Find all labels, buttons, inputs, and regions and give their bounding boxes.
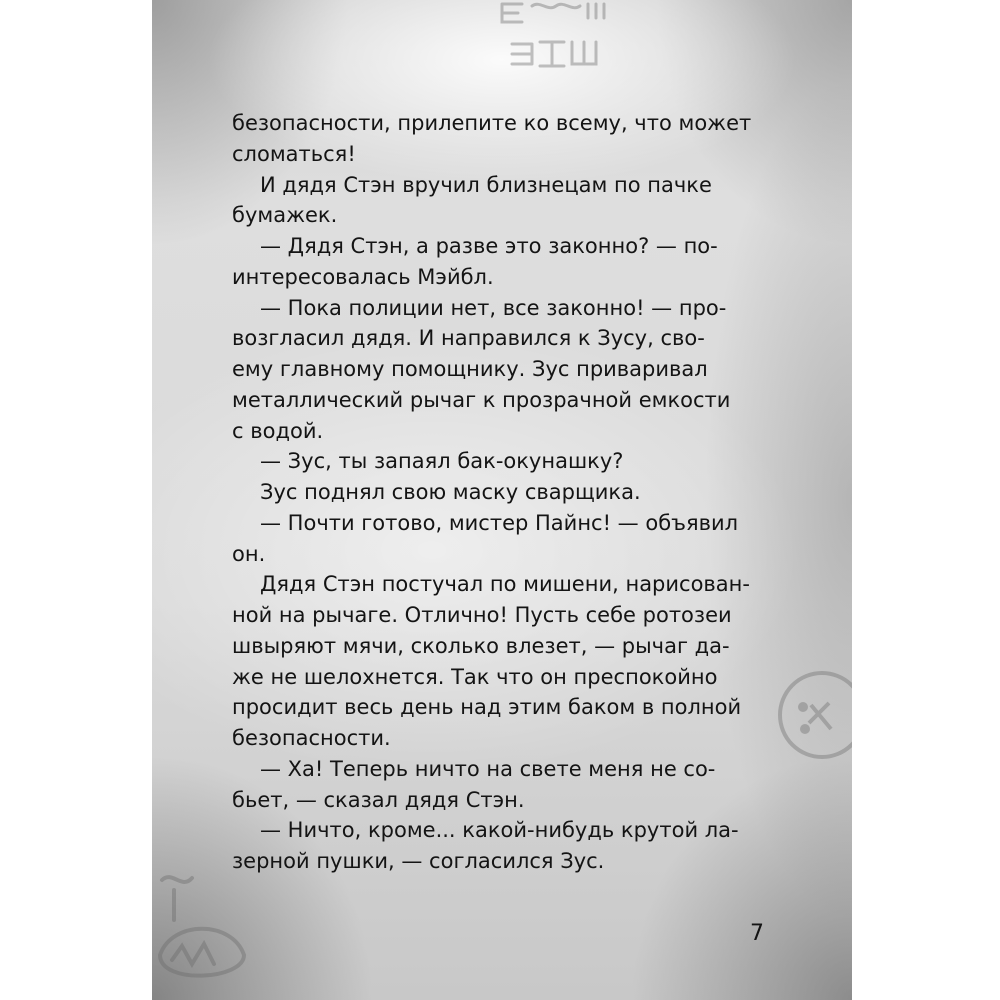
- text-line: безопасности, прилепите ко всему, что может: [232, 111, 752, 135]
- page-text: [232, 108, 792, 877]
- text-line: бьет, — сказал дядя Стэн.: [232, 787, 525, 812]
- text-line: зерной пушки, — согласился Зус.: [232, 849, 605, 873]
- book-page: [152, 0, 852, 1000]
- text-line: — Дядя Стэн, а разве это законно? — по-: [260, 234, 718, 258]
- text-line: — Зус, ты запаял бак-окунашку?: [260, 449, 624, 474]
- text-line: Дядя Стэн постучал по мишени, нарисован-: [260, 572, 750, 597]
- text-line: с водой.: [232, 418, 324, 443]
- text-line: бумажек.: [232, 203, 338, 228]
- text-line: безопасности.: [232, 726, 391, 750]
- page-number: 7: [750, 921, 764, 946]
- text-line: ему главному помощнику. Зус приваривал: [232, 357, 708, 381]
- text-line: — Ничто, кроме... какой-нибудь крутой ла-: [260, 818, 739, 843]
- text-line: металлический рычаг к прозрачной емкости: [232, 387, 731, 412]
- text-line: возгласил дядя. И направился к Зусу, сво-: [232, 326, 705, 351]
- text-line: И дядя Стэн вручил близнецам по пачке: [260, 172, 712, 197]
- text-line: Зус поднял свою маску сварщика.: [260, 480, 641, 504]
- text-line: швыряют мячи, сколько влезет, — рычаг да-: [232, 633, 730, 658]
- text-line: ной на рычаге. Отлично! Пусть себе ротозеи: [232, 603, 732, 627]
- text-line: же не шелохнется. Так что он преспокойно: [232, 664, 718, 689]
- text-line: интересовалась Мэйбл.: [232, 264, 494, 289]
- cipher-scribble-icon: [152, 860, 262, 1000]
- text-line: просидит весь день над этим баком в полной: [232, 695, 742, 720]
- cipher-glyphs-icon: [492, 0, 622, 80]
- text-line: сломаться!: [232, 141, 356, 166]
- text-line: он.: [232, 541, 266, 566]
- text-line: — Почти готово, мистер Пайнс! — объявил: [260, 510, 739, 535]
- text-line: — Ха! Теперь ничто на свете меня не со-: [260, 756, 716, 781]
- text-line: — Пока полиции нет, все законно! — про-: [260, 295, 727, 320]
